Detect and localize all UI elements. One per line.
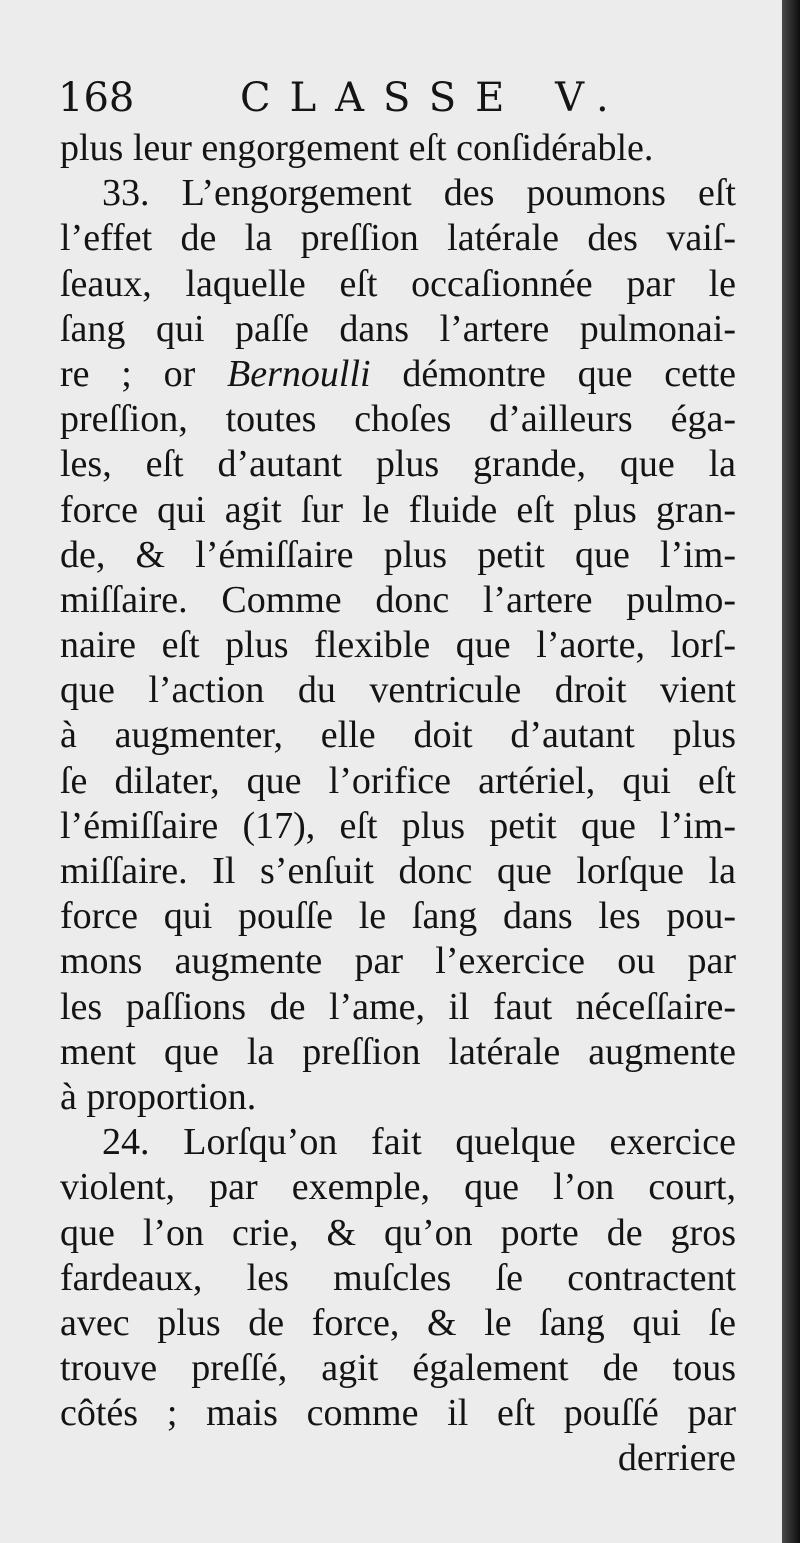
text-line: ment que la preſſion latérale augmente — [60, 1030, 736, 1073]
text-line: force qui agit ſur le fluide eſt plus gran- — [60, 488, 736, 531]
text-line: l’émiſſaire (17), eſt plus petit que l’im- — [60, 804, 736, 847]
text-line: que l’on crie, & qu’on porte de gros — [60, 1211, 736, 1254]
text-segment: démontre que cette — [370, 352, 736, 395]
text-line: mons augmente par l’exercice ou par — [60, 940, 736, 983]
text-line: miſſaire. Il s’enſuit donc que lorſque la — [60, 850, 736, 892]
paragraph-start-33: 33. L’engorgement des poumons eſt — [102, 172, 736, 215]
text-line: l’effet de la preſſion latérale des vaiſ- — [60, 217, 736, 260]
text-line: les, eſt d’autant plus grande, que la — [60, 443, 736, 486]
text-line: preſſion, toutes choſes d’ailleurs éga- — [60, 398, 736, 441]
text-segment: re ; or — [60, 352, 228, 395]
text-line: avec plus de force, & le ſang qui ſe — [60, 1301, 736, 1344]
page-number: 168 — [58, 75, 135, 121]
text-line: les paſſions de l’ame, il faut néceſſaire- — [60, 985, 736, 1028]
text-line: de, & l’émiſſaire plus petit que l’im- — [60, 533, 736, 576]
text-line: ſeaux, laquelle eſt occaſionnée par le — [60, 262, 736, 305]
text-line: à augmenter, elle doit d’autant plus — [60, 714, 736, 757]
text-line: naire eſt plus flexible que l’aorte, lorſ- — [60, 624, 736, 667]
text-line: miſſaire. Comme donc l’artere pulmo- — [60, 578, 736, 621]
running-head: CLASSE V. — [240, 75, 628, 121]
page-header — [58, 70, 758, 130]
text-line: fardeaux, les muſcles ſe contractent — [60, 1256, 736, 1299]
text-line: force qui pouſſe le ſang dans les pou- — [60, 895, 736, 938]
catchword: derriere — [617, 1437, 736, 1480]
text-line: trouve preſſé, agit également de tous — [60, 1347, 736, 1390]
text-line: ſe dilater, que l’orifice artériel, qui eſt — [60, 759, 736, 802]
author-name-italic: Bernoulli — [227, 352, 371, 395]
text-line: plus leur engorgement eſt conſidérable. — [60, 127, 654, 169]
text-line: violent, par exemple, que l’on court, — [60, 1166, 736, 1209]
text-line: ſang qui paſſe dans l’artere pulmonai- — [60, 307, 736, 350]
text-line: que l’action du ventricule droit vient — [60, 669, 736, 712]
text-line-with-italic — [60, 352, 736, 397]
body-text — [60, 126, 736, 1482]
text-line: côtés ; mais comme il eſt pouſſé par — [60, 1392, 736, 1435]
page-edge-shadow — [782, 0, 800, 1543]
paragraph-start-24: 24. Lorſqu’on fait quelque exercice — [102, 1121, 736, 1164]
text-line: à proportion. — [60, 1075, 257, 1118]
